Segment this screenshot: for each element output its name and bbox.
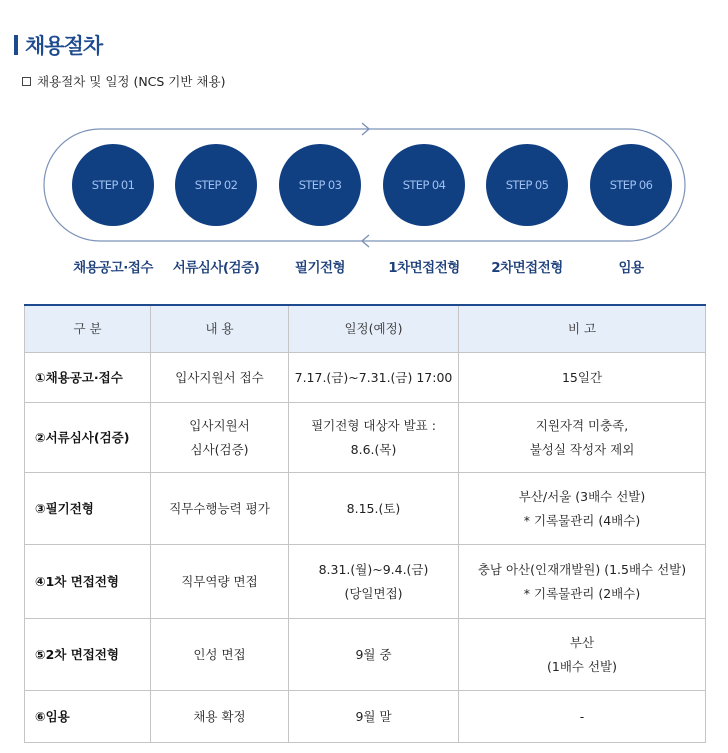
cell-stage: ②서류심사(검증) xyxy=(25,403,151,473)
cell-schedule xyxy=(289,403,459,473)
note-line: 지원자격 미충족, xyxy=(535,417,629,433)
subtitle-text: 채용절차 및 일정 (NCS 기반 채용) xyxy=(37,74,226,89)
cell-stage: ⑤2차 면접전형 xyxy=(25,619,151,691)
note-line: 충남 아산(인재개발원) (1.5배수 선발) xyxy=(477,561,687,577)
table-row xyxy=(25,353,706,403)
content-line: 채용 확정 xyxy=(193,708,246,724)
cell-content xyxy=(151,691,289,743)
table-row xyxy=(25,691,706,743)
header-content: 내 용 xyxy=(151,305,289,353)
step-label-5: 2차면접전형 xyxy=(491,260,563,276)
cell-content xyxy=(151,403,289,473)
step-badge-3: STEP 03 xyxy=(298,178,342,192)
process-table xyxy=(24,304,706,743)
note-line: 부산/서울 (3배수 선발) xyxy=(518,488,646,504)
header-schedule: 일정(예정) xyxy=(289,305,459,353)
step-label-2: 서류심사(검증) xyxy=(172,260,260,276)
note-line: * 기록물관리 (2배수) xyxy=(523,585,641,601)
cell-stage: ③필기전형 xyxy=(25,473,151,545)
cell-note xyxy=(459,403,706,473)
note-line: (1배수 선발) xyxy=(547,658,617,674)
note-line: - xyxy=(579,708,585,724)
cell-note xyxy=(459,353,706,403)
schedule-line: 8.6.(목) xyxy=(350,441,397,457)
content-line: 직무역량 면접 xyxy=(181,573,258,589)
schedule-line: 8.15.(토) xyxy=(346,500,401,516)
step-label-1: 채용공고·접수 xyxy=(73,260,153,276)
step-badge-6: STEP 06 xyxy=(609,178,653,192)
table-row xyxy=(25,473,706,545)
content-line: 인성 면접 xyxy=(193,646,246,662)
cell-stage: ①채용공고·접수 xyxy=(25,353,151,403)
cell-content xyxy=(151,619,289,691)
step-label-3: 필기전형 xyxy=(294,260,346,276)
cell-note xyxy=(459,691,706,743)
schedule-line: 9월 말 xyxy=(355,708,392,724)
header-note: 비 고 xyxy=(459,305,706,353)
note-line: 불성실 작성자 제외 xyxy=(529,441,635,457)
step-badge-5: STEP 05 xyxy=(505,178,549,192)
process-flow-diagram xyxy=(0,0,728,300)
cell-content xyxy=(151,545,289,619)
cell-content xyxy=(151,473,289,545)
schedule-line: 9월 중 xyxy=(355,646,392,662)
table-row xyxy=(25,545,706,619)
content-line: 입사지원서 xyxy=(189,417,250,433)
cell-note xyxy=(459,619,706,691)
cell-content xyxy=(151,353,289,403)
content-line: 입사지원서 접수 xyxy=(175,369,264,385)
step-label-6: 임용 xyxy=(618,260,644,276)
cell-schedule xyxy=(289,353,459,403)
step-badge-1: STEP 01 xyxy=(91,178,135,192)
cell-schedule xyxy=(289,619,459,691)
cell-schedule xyxy=(289,545,459,619)
step-badge-4: STEP 04 xyxy=(402,178,446,192)
note-line: 부산 xyxy=(569,634,595,650)
cell-schedule xyxy=(289,691,459,743)
cell-schedule xyxy=(289,473,459,545)
schedule-line: (당일면접) xyxy=(344,585,403,601)
table-row xyxy=(25,403,706,473)
step-label-4: 1차면접전형 xyxy=(388,260,460,276)
step-badge-2: STEP 02 xyxy=(194,178,238,192)
cell-note xyxy=(459,473,706,545)
table-row xyxy=(25,619,706,691)
cell-stage: ⑥임용 xyxy=(25,691,151,743)
schedule-line: 7.17.(금)~7.31.(금) 17:00 xyxy=(294,369,453,385)
content-line: 심사(검증) xyxy=(190,441,249,457)
note-line: 15일간 xyxy=(561,369,603,385)
table-header-row xyxy=(25,305,706,353)
schedule-line: 8.31.(월)~9.4.(금) xyxy=(318,561,429,577)
cell-stage: ④1차 면접전형 xyxy=(25,545,151,619)
header-stage: 구 분 xyxy=(25,305,151,353)
cell-note xyxy=(459,545,706,619)
note-line: * 기록물관리 (4배수) xyxy=(523,512,641,528)
content-line: 직무수행능력 평가 xyxy=(169,500,270,516)
page-title: 채용절차 xyxy=(25,34,103,58)
schedule-line: 필기전형 대상자 발표 : xyxy=(311,417,436,433)
